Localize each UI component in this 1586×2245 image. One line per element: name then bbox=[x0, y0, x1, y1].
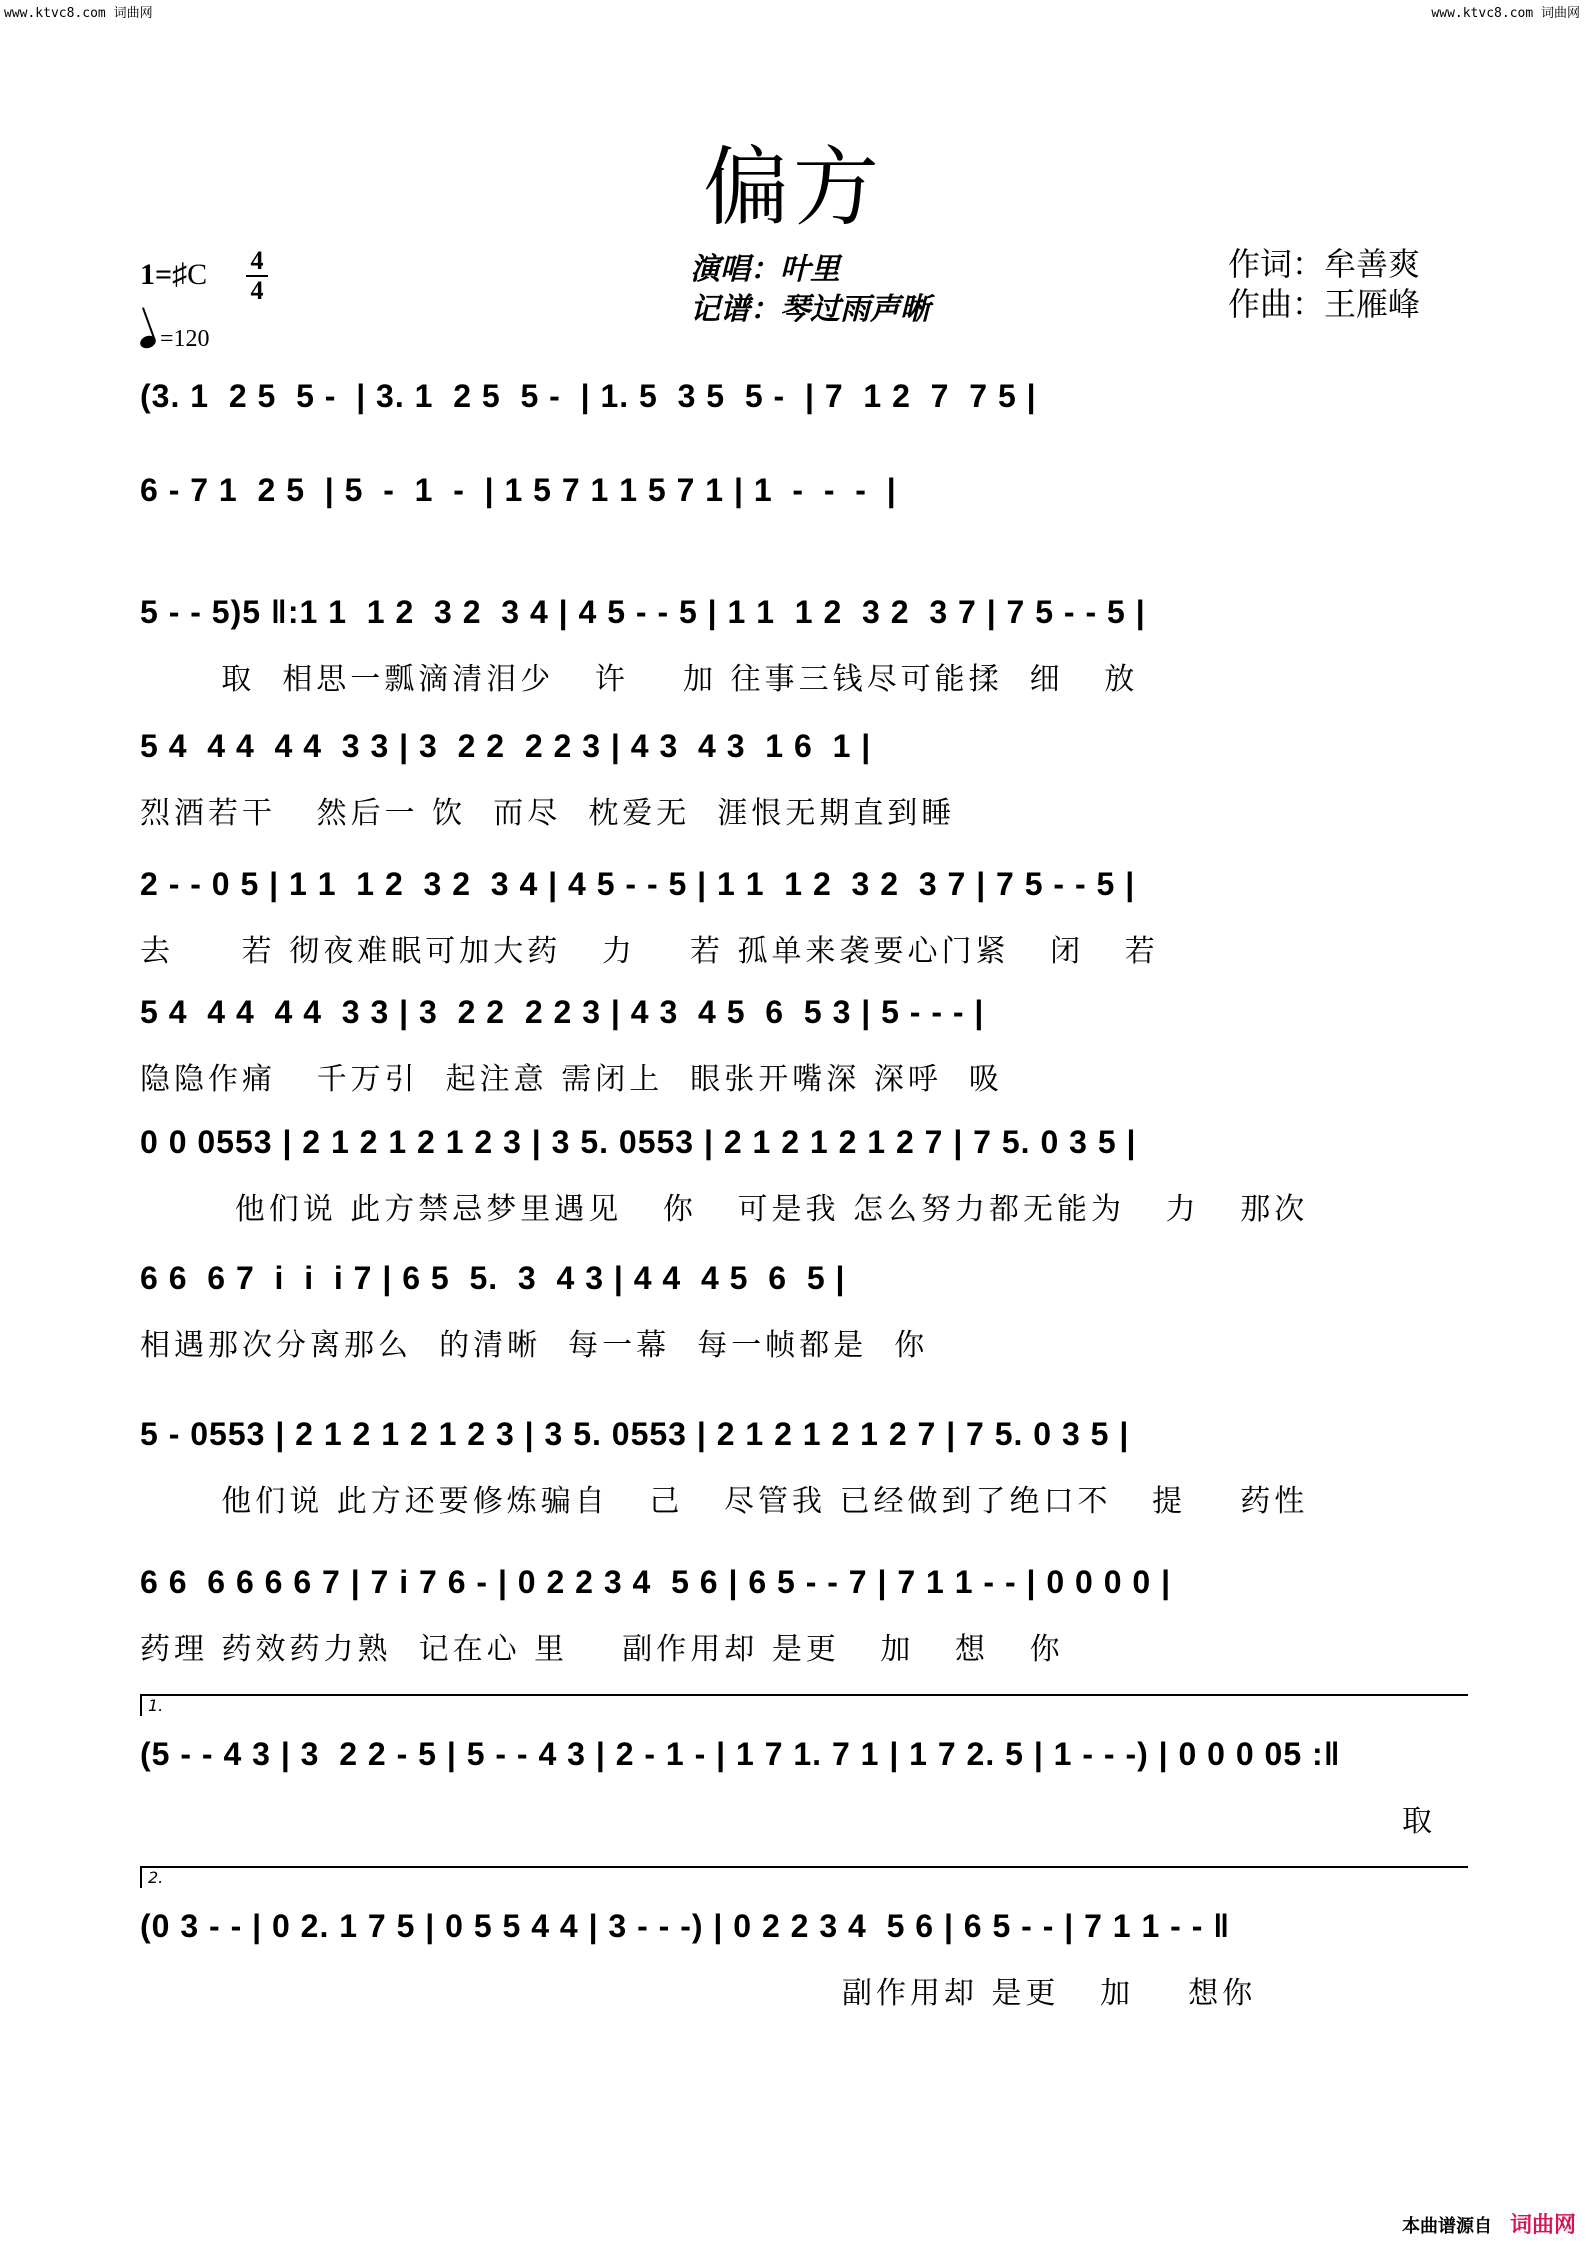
lyrics-line: 他们说 此方还要修炼骗自 己 尽管我 已经做到了绝口不 提 药性 bbox=[140, 1484, 1309, 1519]
footer-source: 本曲谱源自 bbox=[1401, 2216, 1492, 2237]
tempo-mark: =120 bbox=[140, 326, 210, 353]
footer bbox=[1402, 2208, 1576, 2239]
notation-line: 2 - - 0 5 | 1 1 1 2 3 2 3 4 | 4 5 - - 5 | 1 1 1 2 3 2 3 7 | 7 5 - - 5 | bbox=[140, 866, 1136, 902]
lyrics-line: 取 相思一瓢滴清泪少 许 加 往事三钱尽可能揉 细 放 bbox=[140, 662, 1139, 697]
transcriber: 记谱：琴过雨声晰 bbox=[690, 292, 930, 327]
notation-line: (3. 1 2 5 5 - | 3. 1 2 5 5 - | 1. 5 3 5 5 - | 7 1 2 7 7 5 | bbox=[140, 378, 1037, 414]
watermark-right: www.ktvc8.com 词曲网 bbox=[1431, 6, 1580, 21]
notation-line: (0 3 - - | 0 2. 1 7 5 | 0 5 5 4 4 | 3 - - -) | 0 2 2 3 4 5 6 | 6 5 - - | 7 1 1 - - ‖ bbox=[140, 1908, 1231, 1944]
volta-bracket-second: 2. bbox=[140, 1866, 1468, 1888]
notation-line: 6 - 7 1 2 5 | 5 - 1 - | 1 5 7 1 1 5 7 1 | 1 - - - | bbox=[140, 472, 897, 508]
lyrics-line: 副作用却 是更 加 想你 bbox=[842, 1976, 1257, 2011]
song-title: 偏方 bbox=[703, 138, 883, 238]
notation-line: 6 6 6 6 6 6 7 | 7 i 7 6 - | 0 2 2 3 4 5 6 | 6 5 - - 7 | 7 1 1 - - | 0 0 0 0 | bbox=[140, 1564, 1172, 1600]
time-signature: 4 4 bbox=[246, 248, 268, 304]
quarter-note-icon bbox=[138, 334, 157, 351]
lyrics-line: 药理 药效药力熟 记在心 里 副作用却 是更 加 想 你 bbox=[140, 1632, 1064, 1667]
lyrics-line: 隐隐作痛 千万引 起注意 需闭上 眼张开嘴深 深呼 吸 bbox=[140, 1062, 1003, 1097]
credits-writing bbox=[1228, 244, 1420, 324]
notation-line: (5 - - 4 3 | 3 2 2 - 5 | 5 - - 4 3 | 2 - 1 - | 1 7 1. 7 1 | 1 7 2. 5 | 1 - - -) | 0 0 0 05 :‖ bbox=[140, 1736, 1341, 1772]
footer-site-logo[interactable]: 词曲网 bbox=[1509, 2213, 1576, 2238]
key-signature: 1=♯C bbox=[140, 258, 208, 291]
lyrics-line: 取 bbox=[1402, 1804, 1436, 1839]
lyrics-line: 烈酒若干 然后一 饮 而尽 枕爱无 涯恨无期直到睡 bbox=[140, 796, 956, 831]
notation-line: 5 4 4 4 4 4 3 3 | 3 2 2 2 2 3 | 4 3 4 3 1 6 1 | bbox=[140, 728, 872, 764]
lyrics-line: 他们说 此方禁忌梦里遇见 你 可是我 怎么努力都无能为 力 那次 bbox=[140, 1192, 1309, 1227]
volta-bracket-first: 1. bbox=[140, 1694, 1468, 1716]
singer: 演唱：叶里 bbox=[690, 252, 840, 287]
lyricist: 作词：牟善爽 bbox=[1228, 245, 1421, 283]
notation-line: 6 6 6 7 i i i 7 | 6 5 5. 3 4 3 | 4 4 4 5 6 5 | bbox=[140, 1260, 846, 1296]
watermark-left: www.ktvc8.com 词曲网 bbox=[4, 6, 153, 21]
notation-line: 5 - - 5)5 ‖:1 1 1 2 3 2 3 4 | 4 5 - - 5 | 1 1 1 2 3 2 3 7 | 7 5 - - 5 | bbox=[140, 594, 1146, 630]
notation-line: 5 4 4 4 4 4 3 3 | 3 2 2 2 2 3 | 4 3 4 5 6 5 3 | 5 - - - | bbox=[140, 994, 985, 1030]
notation-line: 5 - 0553 | 2 1 2 1 2 1 2 3 | 3 5. 0553 | 2 1 2 1 2 1 2 7 | 7 5. 0 3 5 | bbox=[140, 1416, 1130, 1452]
composer: 作曲：王雁峰 bbox=[1228, 285, 1421, 323]
lyrics-line: 相遇那次分离那么 的清晰 每一幕 每一帧都是 你 bbox=[140, 1328, 929, 1363]
credits-performance bbox=[690, 250, 930, 330]
lyrics-line: 去 若 彻夜难眠可加大药 力 若 孤单来袭要心门紧 闭 若 bbox=[140, 934, 1159, 969]
notation-line: 0 0 0553 | 2 1 2 1 2 1 2 3 | 3 5. 0553 | 2 1 2 1 2 1 2 7 | 7 5. 0 3 5 | bbox=[140, 1124, 1137, 1160]
